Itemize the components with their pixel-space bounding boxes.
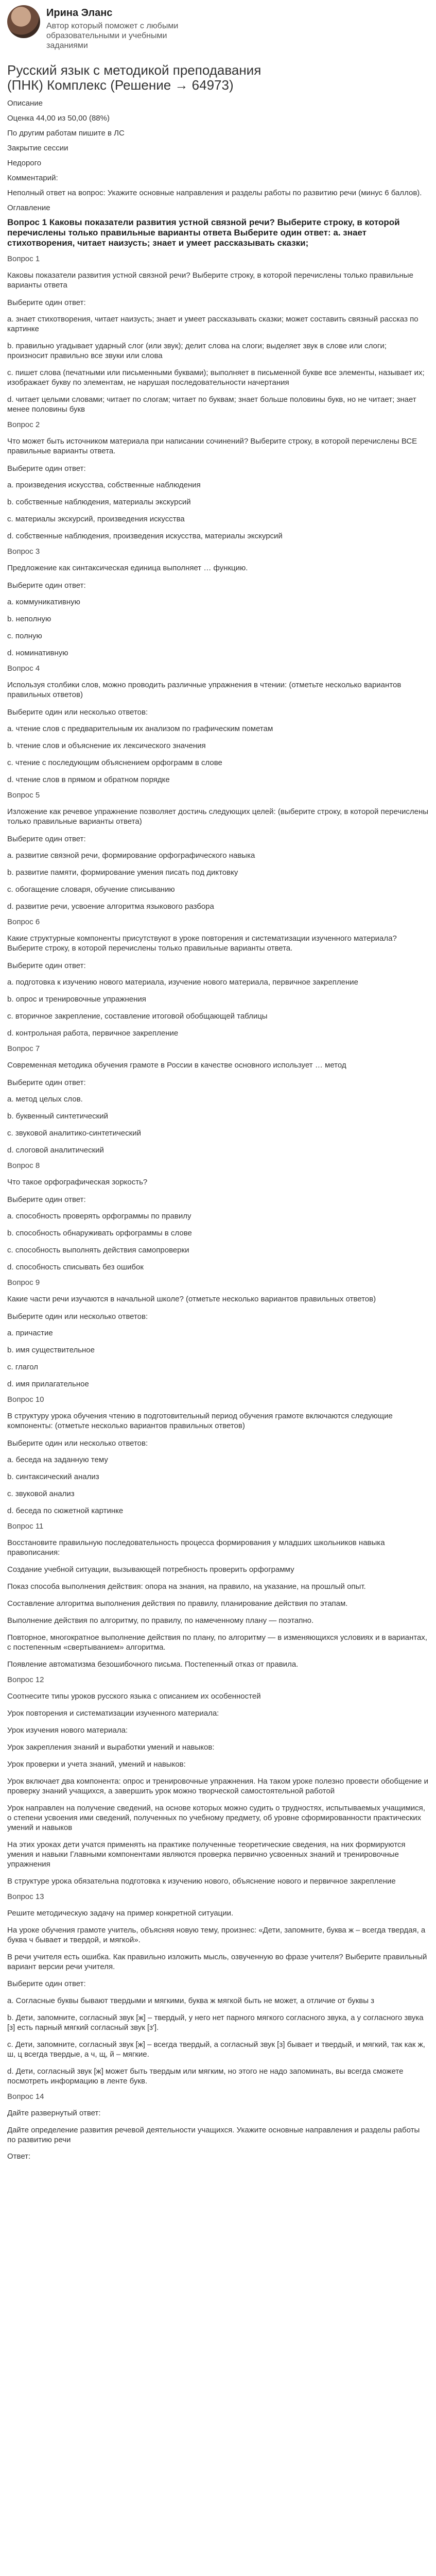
answer-option[interactable]: Урок включает два компонента: опрос и тренировочные упражнения. На таком уроке полезно провести обобщение и проверку знаний учащихся, а завершить урок можно творческой самостоятельной работой [7, 1777, 429, 1795]
answer-option[interactable]: Урок изучения нового материала: [7, 1726, 128, 1735]
meta-row: По другим работам пишите в ЛС [7, 129, 125, 138]
answer-option[interactable]: d. слоговой аналитический [7, 1146, 104, 1155]
answer-option[interactable]: d. имя прилагательное [7, 1380, 89, 1388]
question-text: Какие части речи изучаются в начальной школе? (отметьте несколько вариантов правильных ответов) [7, 1295, 376, 1303]
question-number: Вопрос 5 [7, 791, 40, 800]
answer-option[interactable]: b. опрос и тренировочные упражнения [7, 995, 146, 1004]
answer-option[interactable]: Выполнение действия по алгоритму, по правилу, по намеченному плану — поэтапно. [7, 1616, 314, 1625]
meta-row: Недорого [7, 159, 42, 167]
question-text: Дайте развернутый ответ: [7, 2109, 101, 2117]
answer-option[interactable]: a. развитие связной речи, формирование орфографического навыка [7, 851, 255, 860]
answer-option[interactable]: d. читает целыми словами; читает по слогам; читает по буквам; знает больше половины букв, но не читает; знает менее половины букв [7, 395, 416, 414]
answer-option[interactable]: c. обогащение словаря, обучение списыванию [7, 885, 175, 894]
question-text: Используя столбики слов, можно проводить различные упражнения в чтении: (отметьте несколько вариантов правильных ответов) [7, 681, 402, 699]
summary-question: Вопрос 1 Каковы показатели развития устной связной речи? Выберите строку, в которой перечислены только правильные варианты ответа Выберите один ответ: a. знает стихотворения, читает наизусть; знает и умеет рассказывать сказки; [7, 217, 400, 248]
question-block [7, 791, 429, 911]
answer-option[interactable]: d. контрольная работа, первичное закрепление [7, 1029, 179, 1038]
answer-option[interactable]: Повторное, многократное выполнение действия по плану, по алгоритму — в изменяющихся условиях и в вариантах, с постепенным «свертыванием» алгоритма. [7, 1633, 427, 1652]
question-text: Каковы показатели развития устной связной речи? Выберите строку, в которой перечислены только правильные варианты ответа [7, 271, 413, 290]
answer-option[interactable]: c. глагол [7, 1363, 38, 1371]
answer-option[interactable]: b. способность обнаруживать орфограммы в слове [7, 1229, 192, 1238]
question-number: Вопрос 4 [7, 664, 40, 673]
question-number: Вопрос 13 [7, 1892, 44, 1901]
answer-option[interactable]: Урок проверки и учета знаний, умений и навыков: [7, 1760, 186, 1769]
question-number: Вопрос 8 [7, 1161, 40, 1170]
select-instruction: Выберите один ответ: [7, 961, 86, 970]
answer-option[interactable]: Создание учебной ситуации, вызывающей потребность проверить орфограмму [7, 1565, 294, 1574]
question-number: Вопрос 3 [7, 547, 40, 556]
answer-option[interactable]: a. метод целых слов. [7, 1095, 83, 1104]
answer-option[interactable]: c. способность выполнять действия самопроверки [7, 1246, 189, 1255]
select-instruction: Выберите один ответ: [7, 581, 86, 590]
question-block [7, 1044, 429, 1155]
author-description: Автор который поможет с любыми образовательными и учебными заданиями [46, 22, 179, 50]
select-instruction: Выберите один или несколько ответов: [7, 1312, 148, 1321]
question-number: Вопрос 10 [7, 1395, 44, 1404]
question-text: Предложение как синтаксическая единица выполняет … функцию. [7, 564, 248, 572]
answer-option[interactable]: c. чтение с последующим объяснением орфограмм в слове [7, 758, 222, 767]
question-number: Вопрос 2 [7, 420, 40, 429]
answer-option[interactable]: d. развитие речи, усвоение алгоритма языкового разбора [7, 902, 214, 911]
question-block [7, 1675, 429, 1886]
answer-option[interactable]: Показ способа выполнения действия: опора на знания, на правило, на указание, на прошлый опыт. [7, 1582, 366, 1591]
meta-row: Оглавление [7, 204, 50, 212]
answer-option[interactable]: b. собственные наблюдения, материалы экскурсий [7, 498, 191, 506]
answer-option[interactable]: a. беседа на заданную тему [7, 1455, 108, 1464]
select-instruction: Выберите один или несколько ответов: [7, 708, 148, 717]
meta-row: Описание [7, 99, 43, 108]
meta-row: Комментарий: [7, 174, 58, 182]
answer-option[interactable]: d. собственные наблюдения, произведения искусства, материалы экскурсий [7, 532, 283, 540]
select-instruction: Выберите один или несколько ответов: [7, 1439, 148, 1448]
answer-option[interactable]: Дайте определение развития речевой деятельности учащихся. Укажите основные направления и разделы работы по развитию речи [7, 2126, 420, 2144]
answer-option[interactable]: d. Дети, согласный звук [ж] может быть твердым или мягким, но этого не надо запоминать, вы всегда сможете посмотреть информацию в ленте букв. [7, 2067, 404, 2086]
question-number: Вопрос 14 [7, 2092, 44, 2101]
avatar[interactable] [7, 5, 40, 38]
answer-option[interactable]: b. правильно угадывает ударный слог (или звук); делит слова на слоги; выделяет звук в слове или слоги; произносит правильно все звуки или слова [7, 342, 387, 360]
question-block [7, 664, 429, 785]
answer-option[interactable]: c. материалы экскурсий, произведения искусства [7, 515, 185, 523]
question-text: Современная методика обучения грамоте в России в качестве основного использует … метод [7, 1061, 346, 1070]
answer-option[interactable]: На уроке обучения грамоте учитель, объясняя новую тему, произнес: «Дети, запомните, буква ж – всегда твердая, а буква ч бывает и твердой, и мягкой». [7, 1926, 426, 1944]
question-text: В структуру урока обучения чтению в подготовительный период обучения грамоте включаются следующие компоненты: (отметьте несколько вариантов правильных ответов) [7, 1412, 393, 1430]
question-block [7, 1892, 429, 2086]
questions-list [7, 255, 429, 2145]
page-title: Русский язык с методикой преподавания (ПНК) Комплекс (Решение → 64973) [7, 62, 261, 93]
answer-option[interactable]: c. вторичное закрепление, составление итоговой обобщающей таблицы [7, 1012, 268, 1021]
meta-section [7, 99, 429, 212]
question-text: Решите методическую задачу на пример конкретной ситуации. [7, 1909, 234, 1918]
question-number: Вопрос 9 [7, 1278, 40, 1287]
question-text: Что такое орфографическая зоркость? [7, 1178, 148, 1187]
question-block [7, 1522, 429, 1669]
question-block [7, 255, 429, 414]
answer-option[interactable]: c. Дети, запомните, согласный звук [ж] – всегда твердый, а согласный звук [з] бывает и твердый, и мягкий, так как ж, ш, ц всегда твердые, а ч, щ, й – мягкие. [7, 2040, 425, 2059]
answer-option[interactable]: b. чтение слов и объяснение их лексического значения [7, 741, 206, 750]
answer-option[interactable]: На этих уроках дети учатся применять на практике полученные теоретические сведения, на них формируются умения и навыки Главными компонентами являются проверка первично усвоенных знаний и тренировочные упражнения [7, 1840, 406, 1869]
question-number: Вопрос 12 [7, 1675, 44, 1684]
question-text: Соотнесите типы уроков русского языка с описанием их особенностей [7, 1692, 261, 1701]
question-block [7, 420, 429, 541]
question-block [7, 2092, 429, 2145]
answer-option[interactable]: b. Дети, запомните, согласный звук [ж] – твердый, у него нет парного мягкого согласного звука, а у согласного звука [з] есть парный мягкий согласный звук [з']. [7, 2013, 424, 2032]
select-instruction: Выберите один ответ: [7, 835, 86, 843]
answer-option[interactable]: Выберите один ответ: [7, 1979, 86, 1988]
answer-option[interactable]: Урок повторения и систематизации изученного материала: [7, 1709, 219, 1718]
meta-row: Оценка 44,00 из 50,00 (88%) [7, 114, 110, 123]
answer-option[interactable]: b. синтаксический анализ [7, 1472, 99, 1481]
select-instruction: Выберите один ответ: [7, 298, 86, 307]
question-number: Вопрос 7 [7, 1044, 40, 1053]
answer-option[interactable]: a. произведения искусства, собственные наблюдения [7, 481, 201, 489]
answer-option[interactable]: a. знает стихотворения, читает наизусть; знает и умеет рассказывать сказки; может составить связный рассказ по картинке [7, 315, 418, 333]
answer-option[interactable]: a. подготовка к изучению нового материала, изучение нового материала, первичное закрепление [7, 978, 358, 987]
question-text: Восстановите правильную последовательность процесса формирования у младших школьников навыка правописания: [7, 1538, 385, 1557]
meta-row: Неполный ответ на вопрос: Укажите основные направления и разделы работы по развитию речи (минус 6 баллов). [7, 189, 422, 197]
answer-option[interactable]: d. чтение слов в прямом и обратном порядке [7, 775, 170, 784]
question-block [7, 547, 429, 658]
author-header [7, 0, 429, 50]
answer-option[interactable]: Появление автоматизма безошибочного письма. Постепенный отказ от правила. [7, 1660, 299, 1669]
author-name[interactable]: Ирина Эланс [46, 7, 113, 19]
answer-option[interactable]: c. полную [7, 632, 42, 640]
question-block [7, 1395, 429, 1516]
answer-option[interactable]: a. Согласные буквы бывают твердыми и мягкими, буква ж мягкой быть не может, а отличие от буквы з [7, 1996, 375, 2005]
answer-option[interactable]: Урок закрепления знаний и выработки умений и навыков: [7, 1743, 215, 1752]
answer-option[interactable]: c. звуковой анализ [7, 1489, 75, 1498]
answer-option[interactable]: b. неполную [7, 615, 51, 623]
answer-option[interactable]: a. причастие [7, 1329, 53, 1337]
question-text: Изложение как речевое упражнение позволяет достичь следующих целей: (выберите строку, в которой перечислены только правильные варианты ответа) [7, 807, 429, 826]
answer-option[interactable]: a. чтение слов с предварительным их анализом по графическим пометам [7, 724, 273, 733]
author-info [46, 5, 201, 50]
question-number: Вопрос 6 [7, 918, 40, 926]
answer-option[interactable]: b. развитие памяти, формирование умения писать под диктовку [7, 868, 238, 877]
answer-option[interactable]: Составление алгоритма выполнения действия по правилу, планирование действия по этапам. [7, 1599, 348, 1608]
question-number: Вопрос 1 [7, 255, 40, 263]
answer-option[interactable]: b. буквенный синтетический [7, 1112, 108, 1121]
select-instruction: Выберите один ответ: [7, 1195, 86, 1204]
answer-option[interactable]: a. коммуникативную [7, 598, 80, 606]
select-instruction: Выберите один ответ: [7, 464, 86, 473]
answer-label: Ответ: [7, 2152, 31, 2161]
answer-option[interactable]: В речи учителя есть ошибка. Как правильно изложить мысль, озвученную во фразе учителя? Выберите правильный вариант версии речи учителя. [7, 1953, 427, 1971]
answer-option[interactable]: d. способность списывать без ошибок [7, 1263, 144, 1272]
question-text: Какие структурные компоненты присутствуют в уроке повторения и систематизации изученного материала? Выберите строку, в которой перечислены только правильные варианты ответа. [7, 934, 397, 953]
answer-option[interactable]: Урок направлен на получение сведений, на основе которых можно судить о трудностях, испытываемых учащимися, о степени усвоения ими сведений, полученных по учебному предмету, об уровне сформированности практических умений и навыков [7, 1804, 425, 1832]
answer-option[interactable]: b. имя существительное [7, 1346, 95, 1354]
question-number: Вопрос 11 [7, 1522, 44, 1531]
question-text: Что может быть источником материала при написании сочинений? Выберите строку, в которой перечислены ВСЕ правильные варианты ответа. [7, 437, 417, 455]
answer-option[interactable]: d. номинативную [7, 649, 68, 657]
answer-option[interactable]: a. способность проверять орфограммы по правилу [7, 1212, 191, 1221]
answer-option[interactable]: В структуре урока обязательна подготовка к изучению нового, объяснение нового и первичное закрепление [7, 1877, 396, 1886]
meta-row: Закрытие сессии [7, 144, 68, 152]
answer-option[interactable]: c. звуковой аналитико-синтетический [7, 1129, 141, 1138]
question-block [7, 918, 429, 1038]
question-block [7, 1278, 429, 1389]
answer-option[interactable]: d. беседа по сюжетной картинке [7, 1506, 124, 1515]
answer-option[interactable]: c. пишет слова (печатными или письменными буквами); выполняет в письменной букве все элементы, называет их; изображает букву по элементам, не нарушая последовательности начертания [7, 368, 425, 387]
question-block [7, 1161, 429, 1272]
select-instruction: Выберите один ответ: [7, 1078, 86, 1087]
